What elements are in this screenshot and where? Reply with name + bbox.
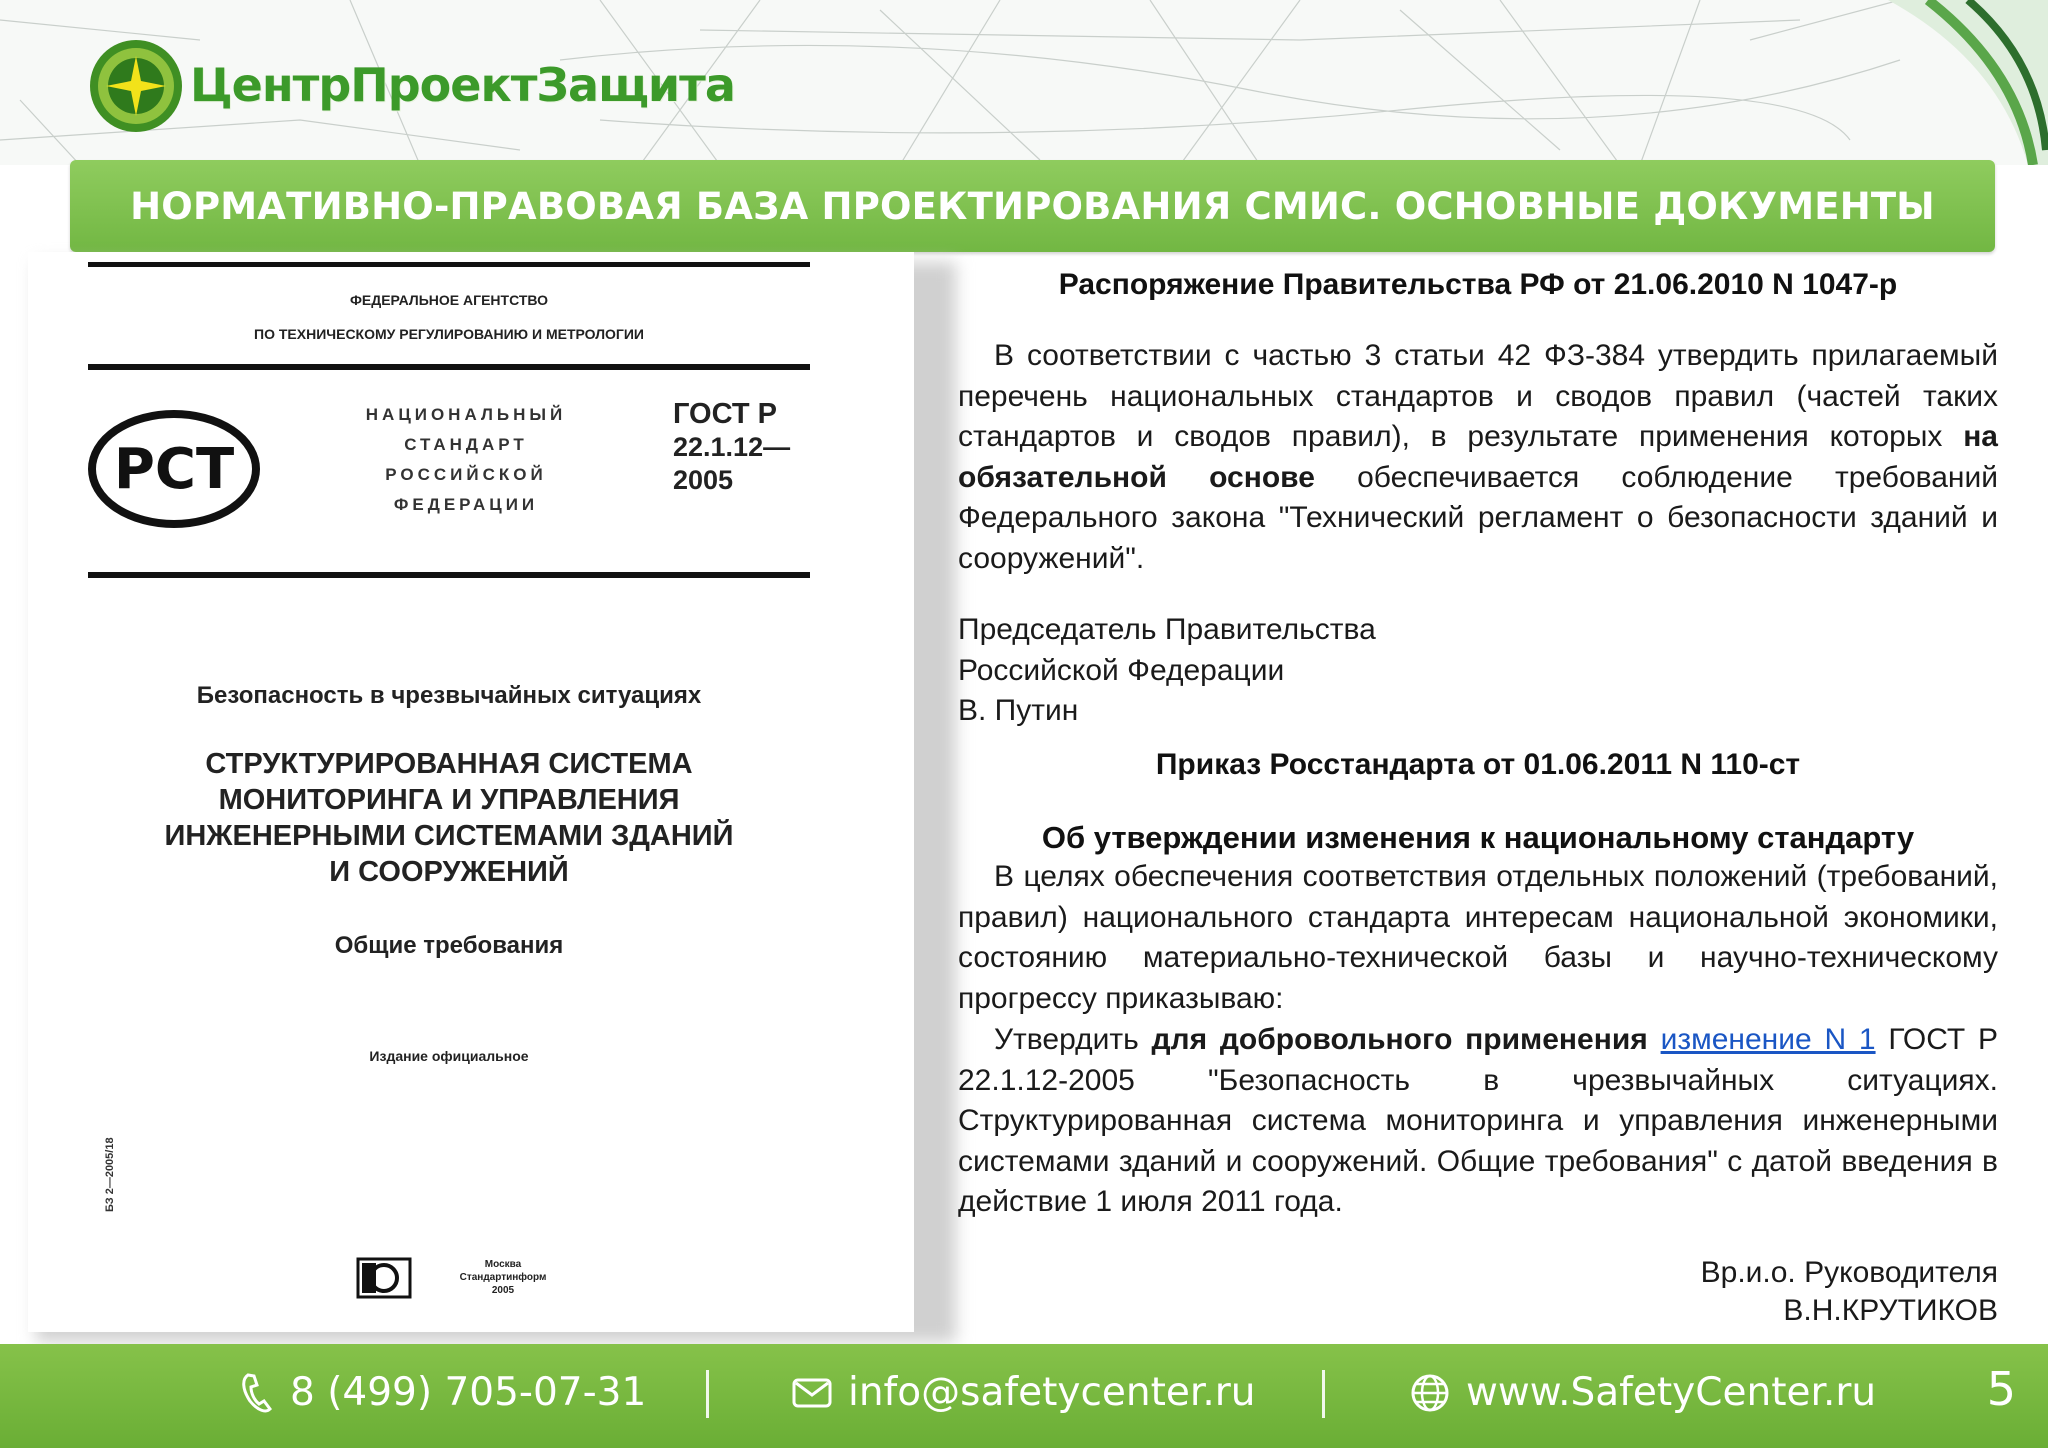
gost-category: Безопасность в чрезвычайных ситуациях [196, 682, 702, 709]
page-number: 5 [1986, 1362, 2016, 1416]
agency-line-1: ФЕДЕРАЛЬНОЕ АГЕНТСТВО [349, 292, 549, 308]
gost-title-line: СТРУКТУРИРОВАННАЯ СИСТЕМА [205, 748, 693, 780]
gost-cover-image [28, 252, 914, 1332]
order1-text-start: В соответствии с частью 3 статьи 42 ФЗ-384 утвердить прилагаемый перечень национальных стандартов и сводов правил (частей таких стандартов и сводов правил), в результате применения которых [958, 339, 1998, 453]
order2-signature [958, 1254, 1998, 1330]
divider [88, 364, 810, 370]
signature-line: Председатель Правительства [958, 613, 1376, 646]
nat-std-line: СТАНДАРТ [404, 435, 528, 454]
decorative-swoosh [1828, 0, 2048, 165]
gost-subtitle: Общие требования [334, 932, 564, 959]
publisher-logo-icon [356, 1257, 412, 1299]
divider [88, 262, 810, 267]
footer-phone[interactable] [240, 1370, 646, 1415]
signature-line: Российской Федерации [958, 653, 1285, 687]
signature-line: В.Н.КРУТИКОВ [1783, 1294, 1998, 1327]
amendment-link[interactable]: изменение N 1 [1660, 1023, 1876, 1056]
divider [88, 572, 810, 578]
footer-email[interactable] [792, 1370, 1256, 1415]
order2-heading: Приказ Росстандарта от 01.06.2011 N 110-ст [1155, 748, 1801, 781]
footer-separator [706, 1370, 709, 1418]
signature-line: В. Путин [958, 694, 1079, 727]
nat-std-line: РОССИЙСКОЙ [385, 465, 547, 484]
footer-website[interactable] [1410, 1370, 1876, 1415]
gost-side-code: БЗ 2—2005/18 [104, 1137, 116, 1212]
gost-year: 2005 [673, 465, 734, 495]
brand-logo-icon [88, 38, 184, 134]
gost-title-line: МОНИТОРИНГА И УПРАВЛЕНИЯ [218, 784, 680, 816]
gost-title [88, 746, 810, 890]
order2-para2-bold: для добровольного применения [1151, 1023, 1648, 1056]
footer-website-text: www.SafetyCenter.ru [1466, 1370, 1877, 1415]
order2-para1-text: В целях обеспечения соответствия отдельных положений (требований, правил) национального стандарта интересам национальной экономики, состоянию материально-технической базы и научно-техническому прогрессу приказываю: [958, 860, 1998, 1015]
footer [0, 1344, 2048, 1448]
gost-number [673, 398, 790, 497]
order2-para2-start: Утвердить [994, 1023, 1152, 1056]
gost-title-line: И СООРУЖЕНИЙ [329, 856, 569, 888]
gost-title-line: ИНЖЕНЕРНЫМИ СИСТЕМАМИ ЗДАНИЙ [164, 820, 734, 852]
order2-para1 [958, 857, 1998, 1019]
order1-text [958, 336, 1998, 579]
gost-label: ГОСТ Р [673, 398, 777, 430]
order1-text-bold: на обязательной основе [958, 420, 1998, 494]
gost-number-value: 22.1.12— [673, 432, 791, 462]
publisher-line: Москва [484, 1259, 522, 1270]
slide-title: НОРМАТИВНО-ПРАВОВАЯ БАЗА ПРОЕКТИРОВАНИЯ СМИС. ОСНОВНЫЕ ДОКУМЕНТЫ [130, 184, 1935, 228]
order2-para2-end: ГОСТ Р 22.1.12-2005 "Безопасность в чрезвычайных ситуациях. Структурированная система мониторинга и управления инженерными системами зданий и сооружений. Общие требования" с датой введения в действие 1 июля 2011 года. [958, 1023, 1998, 1218]
publisher-info [438, 1258, 568, 1297]
globe-icon [1410, 1373, 1450, 1413]
order1-signature [958, 610, 1998, 732]
order2-subheading: Об утверждении изменения к национальному стандарту [1041, 820, 1915, 855]
order1-heading: Распоряжение Правительства РФ от 21.06.2010 N 1047-р [1058, 268, 1898, 301]
gost-edition: Издание официальное [369, 1048, 529, 1064]
order2-para2 [958, 1020, 1998, 1223]
rst-logo-text: РСТ [113, 437, 235, 502]
footer-phone-text: 8 (499) 705-07-31 [290, 1370, 647, 1415]
nat-std-line: НАЦИОНАЛЬНЫЙ [365, 405, 567, 424]
publisher-line: Стандартинформ [459, 1272, 547, 1283]
signature-line: Вр.и.о. Руководителя [1700, 1256, 1998, 1289]
mail-icon [792, 1378, 832, 1408]
footer-separator [1322, 1370, 1325, 1418]
rst-logo-icon [88, 410, 260, 528]
agency-line-2: ПО ТЕХНИЧЕСКОМУ РЕГУЛИРОВАНИЮ И МЕТРОЛОГИИ [254, 326, 644, 342]
header [0, 0, 2048, 165]
brand-name: ЦентрПроектЗащита [190, 58, 735, 112]
footer-email-text: info@safetycenter.ru [848, 1370, 1256, 1415]
order1-text-end: обеспечивается соблюдение требований Федерального закона "Технический регламент о безопасности зданий и сооружений". [958, 460, 1998, 575]
national-standard-label [346, 400, 586, 520]
slide-title-bar [70, 160, 1995, 252]
publisher-line: 2005 [491, 1285, 515, 1296]
nat-std-line: ФЕДЕРАЦИИ [393, 495, 539, 514]
phone-icon [240, 1373, 274, 1413]
